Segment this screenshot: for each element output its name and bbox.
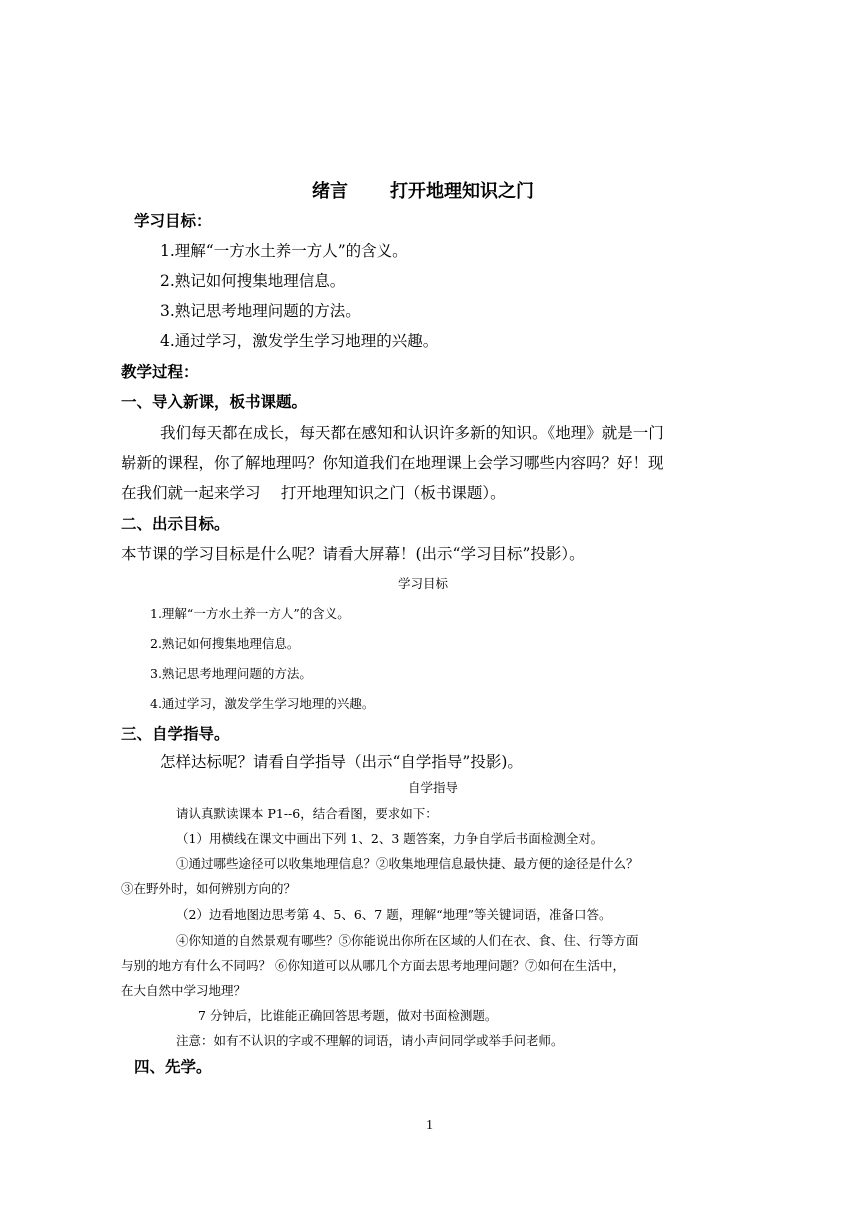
section-2-intro: 本节课的学习目标是什么呢？请看大屏幕！(出示“学习目标”投影）。 — [121, 545, 585, 563]
section-3-intro: 怎样达标呢？请看自学指导（出示“自学指导”投影)。 — [160, 753, 523, 771]
objective-item: 3.熟记思考地理问题的方法。 — [160, 302, 361, 320]
guide-line: 注意：如有不认识的字或不理解的词语，请小声问同学或举手问老师。 — [176, 1033, 564, 1048]
objective-item: 1.理解“一方水土养一方人”的含义。 — [160, 242, 408, 260]
guide-line: 与别的地方有什么不同吗？ ⑥你知道可以从哪几个方面去思考地理问题？⑦如何在生活中， — [121, 958, 625, 973]
guide-line: 在大自然中学习地理？ — [121, 983, 247, 998]
objectives-heading: 学习目标： — [134, 212, 212, 230]
guide-line: ③在野外时，如何辨别方向的？ — [121, 881, 297, 896]
objective-item: 2.熟记如何搜集地理信息。 — [160, 272, 346, 290]
section-3-heading: 三、自学指导。 — [121, 725, 230, 743]
slide-item: 4.通过学习，激发学生学习地理的兴趣。 — [150, 696, 375, 711]
title-part-2: 打开地理知识之门 — [390, 181, 534, 202]
guide-line: （2）边看地图边思考第 4、5、6、7 题，理解“地理”等关键词语，准备口答。 — [176, 907, 612, 922]
paragraph-line: 崭新的课程，你了解地理吗？你知道我们在地理课上会学习哪些内容吗？好！现 — [121, 454, 664, 472]
guide-line: ④你知道的自然景观有哪些？⑤你能说出你所在区域的人们在衣、食、住、行等方面 — [176, 933, 639, 948]
guide-title: 自学指导 — [408, 780, 459, 795]
objective-item: 4.通过学习，激发学生学习地理的兴趣。 — [160, 332, 439, 350]
guide-line: （1）用横线在课文中画出下列 1、2、3 题答案，力争自学后书面检测全对。 — [176, 831, 604, 846]
paragraph-line: 我们每天都在成长，每天都在感知和认识许多新的知识。《地理》就是一门 — [160, 424, 664, 442]
slide-title: 学习目标 — [398, 576, 449, 591]
section-2-heading: 二、出示目标。 — [121, 515, 230, 533]
section-1-heading: 一、导入新课，板书课题。 — [121, 393, 308, 411]
guide-line: ①通过哪些途径可以收集地理信息？②收集地理信息最快捷、最方便的途径是什么？ — [176, 856, 639, 871]
slide-item: 3.熟记思考地理问题的方法。 — [150, 666, 312, 681]
section-4-heading: 四、先学。 — [134, 1058, 212, 1076]
slide-item: 1.理解“一方水土养一方人”的含义。 — [150, 606, 350, 621]
paragraph-line: 在我们就一起来学习 打开地理知识之门（板书课题）。 — [121, 484, 506, 502]
process-heading: 教学过程： — [121, 363, 199, 381]
guide-line: 请认真默读课本 P1--6，结合看图，要求如下： — [176, 806, 438, 821]
page-number: 1 — [426, 1118, 433, 1133]
guide-line: 7 分钟后，比谁能正确回答思考题，做对书面检测题。 — [198, 1008, 498, 1023]
slide-item: 2.熟记如何搜集地理信息。 — [150, 636, 300, 651]
title-part-1: 绪言 — [312, 181, 348, 202]
